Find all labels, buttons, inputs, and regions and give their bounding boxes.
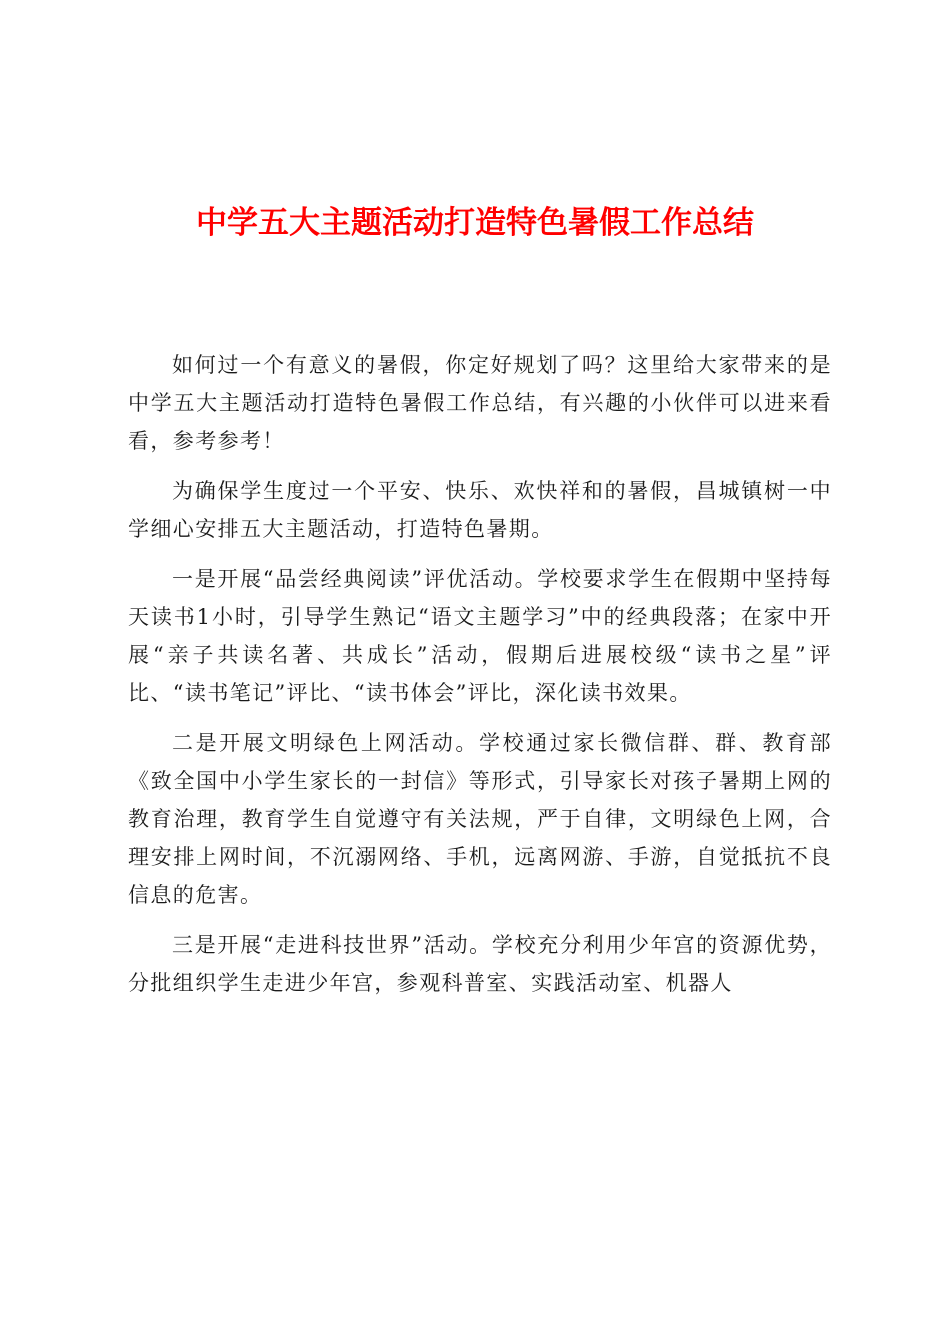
document-title: 中学五大主题活动打造特色暑假工作总结 [196, 205, 754, 241]
document-body [128, 346, 832, 1002]
paragraph-science-activity: 三是开展“走进科技世界”活动。学校充分利用少年宫的资源优势，分批组织学生走进少年宫，参观科普室、实践活动室、机器人 [128, 933, 832, 995]
paragraph-reading-activity: 一是开展“品尝经典阅读”评优活动。学校要求学生在假期中坚持每天读书1小时，引导学生熟记“语文主题学习”中的经典段落；在家中开展“亲子共读名著、共成长”活动，假期后进展校级“读书之星”评比、“读书笔记”评比、“读书体会”评比，深化读书效果。 [128, 567, 832, 705]
paragraph-online-activity: 二是开展文明绿色上网活动。学校通过家长微信群、群、教育部《致全国中小学生家长的一封信》等形式，引导家长对孩子暑期上网的教育治理，教育学生自觉遵守有关法规，严于自律，文明绿色上网，合理安排上网时间，不沉溺网络、手机，远离网游、手游，自觉抵抗不良信息的危害。 [128, 731, 832, 907]
paragraph-intro: 如何过一个有意义的暑假，你定好规划了吗？这里给大家带来的是中学五大主题活动打造特色暑假工作总结，有兴趣的小伙伴可以进来看看，参考参考！ [128, 353, 832, 453]
paragraph-overview: 为确保学生度过一个平安、快乐、欢快祥和的暑假，昌城镇树一中学细心安排五大主题活动，打造特色暑期。 [128, 479, 832, 541]
